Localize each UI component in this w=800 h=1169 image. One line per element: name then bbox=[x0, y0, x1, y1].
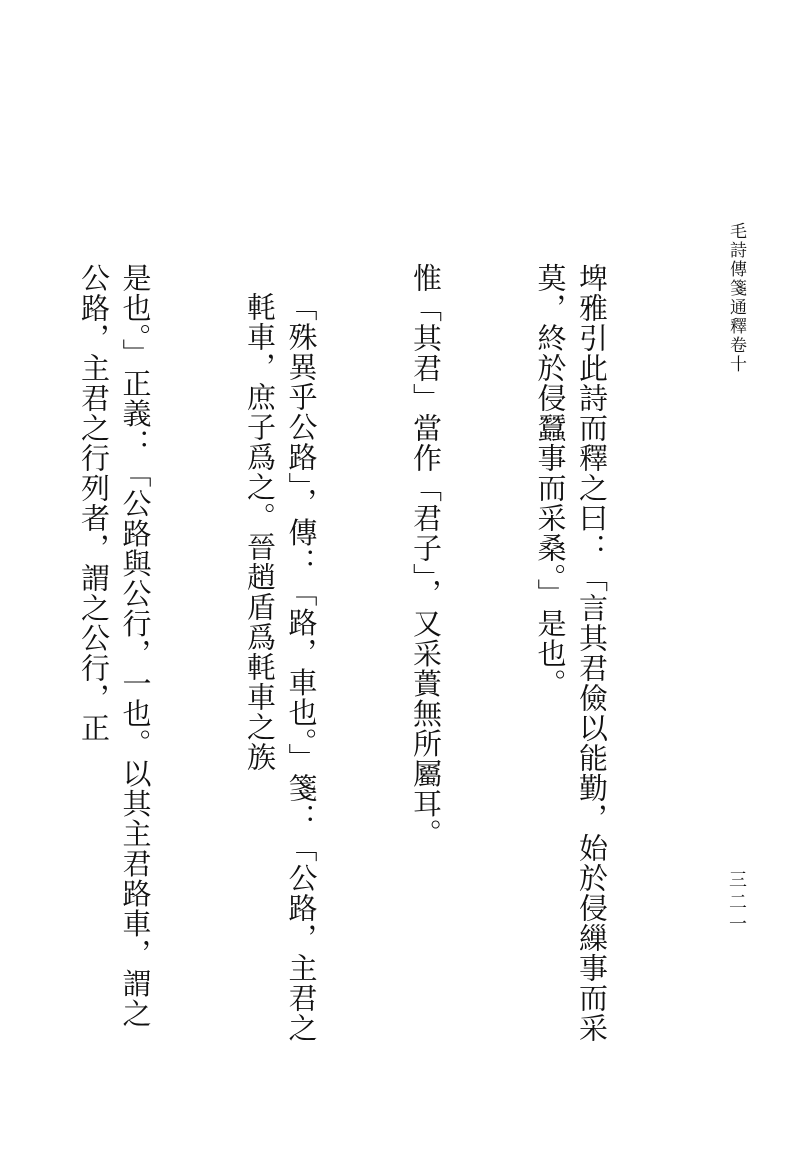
main-text-column-block bbox=[77, 263, 695, 1053]
page-number: 三二一 bbox=[726, 870, 747, 936]
text-line-4: 是也。」正義：「公路與公行，一也。以其主君路車，謂之公路，主君之行列者，謂之公行，正 bbox=[77, 263, 153, 1029]
text-line-2: 惟「其君」當作「君子」，又采蕢無所屬耳。 bbox=[409, 263, 443, 849]
book-title: 毛詩傳箋通釋卷十 bbox=[726, 222, 746, 374]
text-line-3: 「殊異乎公路」，傳：「路，車也。」箋：「公路，主君之軞車，庶子爲之。晉趙盾爲軞車之族 bbox=[243, 292, 319, 1043]
text-line-1: 埤雅引此詩而釋之曰：「言其君儉以能勤，始於侵繅事而采莫，終於侵蠶事而采桑。」是也。 bbox=[533, 263, 609, 1043]
